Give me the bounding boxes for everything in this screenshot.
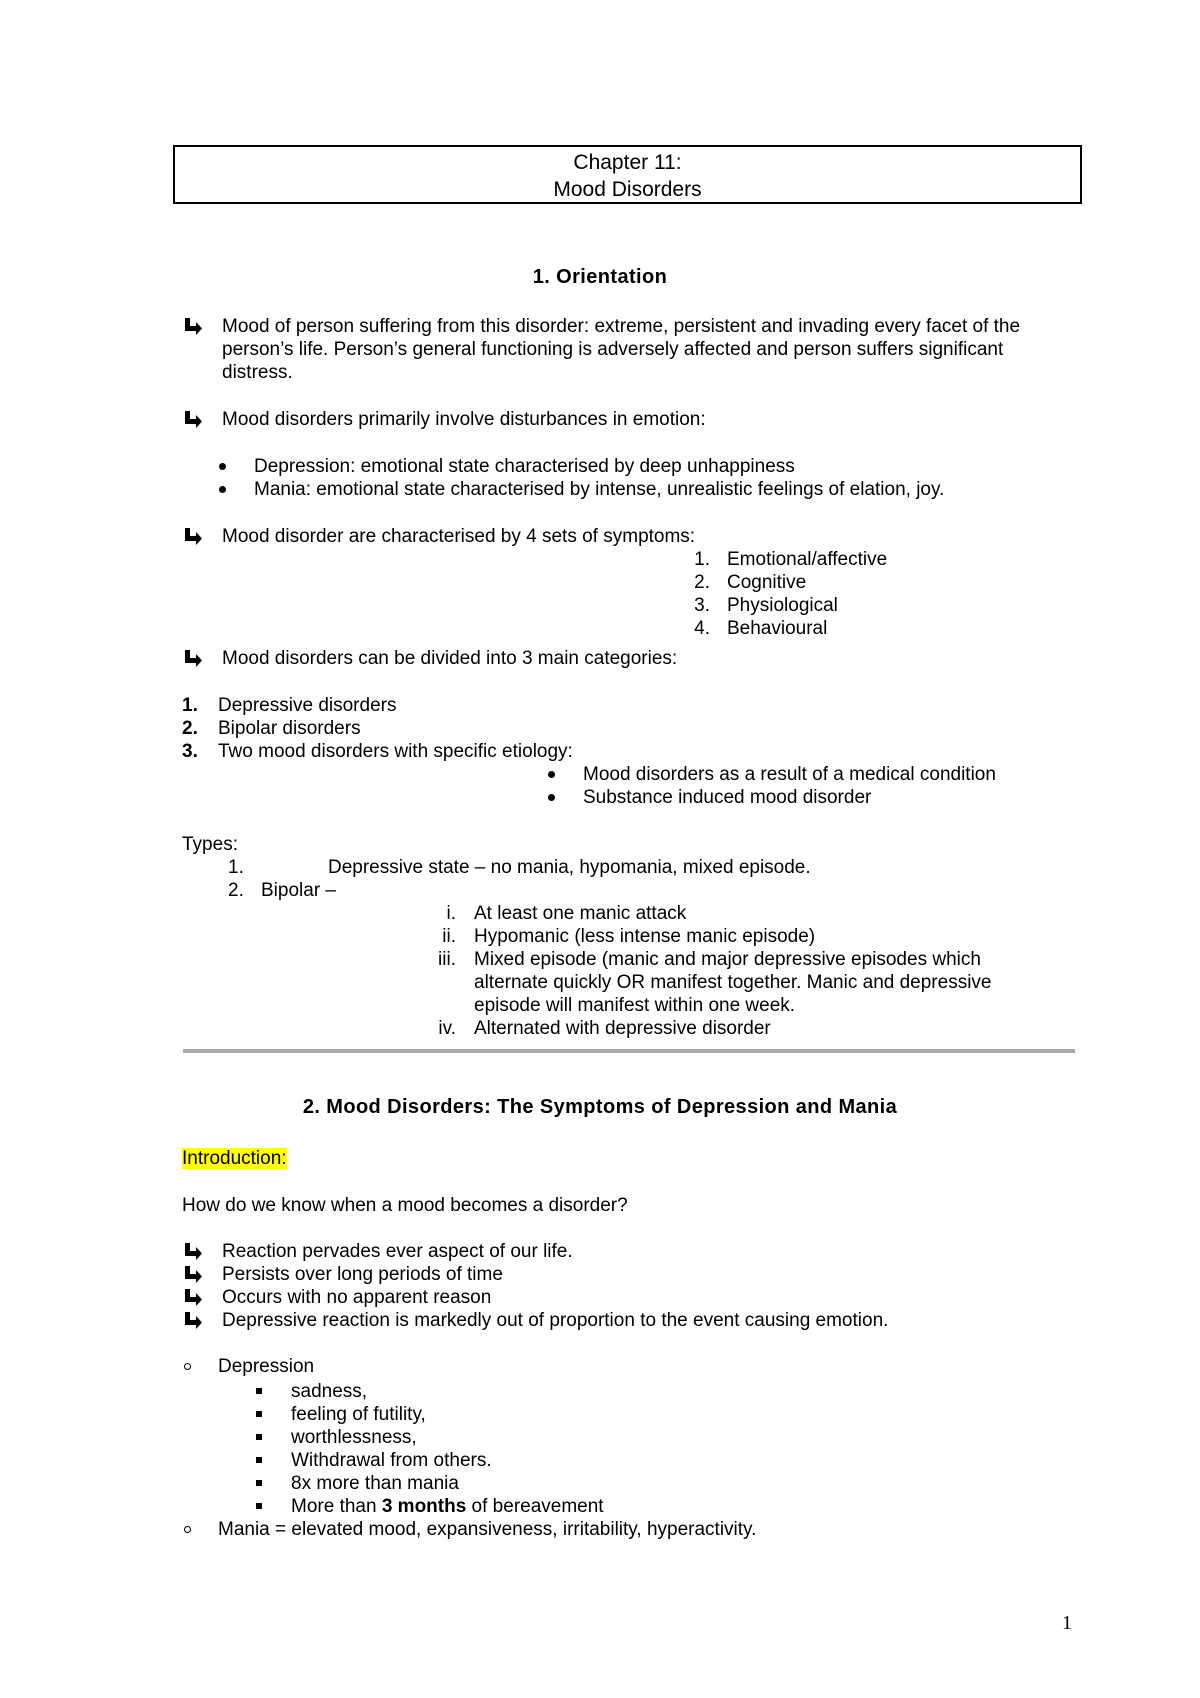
square-bullet-icon: [256, 1434, 262, 1440]
bipolar-numeral: iii.: [438, 949, 456, 970]
depression-item: sadness,: [291, 1381, 368, 1402]
arrow-bullet-icon: [183, 1241, 203, 1261]
etiology-item: Substance induced mood disorder: [583, 787, 872, 808]
arrow-bullet-icon: [183, 1287, 203, 1307]
arrow-bullet-icon: [183, 648, 203, 668]
type-number: 2.: [228, 880, 244, 901]
criteria-item: Depressive reaction is markedly out of proportion to the event causing emotion.: [222, 1310, 889, 1331]
category-item: Bipolar disorders: [218, 718, 361, 739]
bullet-dot-icon: [219, 463, 226, 470]
symptom-number: 4.: [694, 618, 710, 639]
page-number: 1: [1062, 1612, 1072, 1634]
depression-item-bereavement: More than 3 months of bereavement: [291, 1496, 604, 1517]
category-number: 1.: [182, 695, 198, 716]
arrow-bullet-icon: [183, 526, 203, 546]
bullet-dot-icon: [548, 794, 555, 801]
category-item: Two mood disorders with specific etiology:: [218, 741, 573, 762]
depression-item: 8x more than mania: [291, 1473, 459, 1494]
bullet-dot-icon: [219, 486, 226, 493]
chapter-title-box: [173, 145, 1082, 204]
mania-definition: Mania = elevated mood, expansiveness, irritability, hyperactivity.: [218, 1519, 757, 1540]
types-label: Types:: [182, 834, 238, 855]
orientation-bullet-1-line-2: person’s life. Person’s general functioning is adversely affected and person suffers significant: [222, 339, 1004, 360]
square-bullet-icon: [256, 1457, 262, 1463]
emotion-depression: Depression: emotional state characterised by deep unhappiness: [254, 456, 795, 477]
arrow-bullet-icon: [183, 1264, 203, 1284]
chapter-number: Chapter 11:: [573, 151, 682, 174]
emotion-mania: Mania: emotional state characterised by intense, unrealistic feelings of elation, joy.: [254, 479, 945, 500]
square-bullet-icon: [256, 1503, 262, 1509]
depression-label: Depression: [218, 1356, 315, 1377]
symptom-number: 2.: [694, 572, 710, 593]
type-number: 1.: [228, 857, 244, 878]
bipolar-item-line-1: Mixed episode (manic and major depressive episodes which: [474, 949, 981, 970]
symptom-item: Physiological: [727, 595, 838, 616]
orientation-bullet-1-line-3: distress.: [222, 362, 293, 383]
orientation-bullet-4: Mood disorders can be divided into 3 main categories:: [222, 648, 678, 669]
criteria-item: Persists over long periods of time: [222, 1264, 503, 1285]
chapter-title: Mood Disorders: [553, 178, 702, 201]
symptom-item: Emotional/affective: [727, 549, 888, 570]
arrow-bullet-icon: [183, 316, 203, 336]
type-item: Bipolar –: [261, 880, 336, 901]
square-bullet-icon: [256, 1411, 262, 1417]
category-item: Depressive disorders: [218, 695, 397, 716]
square-bullet-icon: [256, 1388, 262, 1394]
bipolar-numeral: iv.: [438, 1018, 456, 1039]
symptom-item: Cognitive: [727, 572, 807, 593]
circle-bullet-icon: [184, 1363, 191, 1370]
etiology-item: Mood disorders as a result of a medical condition: [583, 764, 996, 785]
bipolar-numeral: i.: [446, 903, 456, 924]
criteria-item: Occurs with no apparent reason: [222, 1287, 492, 1308]
depression-item: Withdrawal from others.: [291, 1450, 492, 1471]
depression-item: feeling of futility,: [291, 1404, 426, 1425]
criteria-item: Reaction pervades ever aspect of our life.: [222, 1241, 573, 1262]
bullet-dot-icon: [548, 771, 555, 778]
section-1-heading: 1. Orientation: [532, 266, 668, 288]
bipolar-item-line-2: alternate quickly OR manifest together. Manic and depressive: [474, 972, 992, 993]
bipolar-numeral: ii.: [442, 926, 456, 947]
introduction-label: Introduction:: [182, 1148, 287, 1169]
arrow-bullet-icon: [183, 1310, 203, 1330]
symptom-item: Behavioural: [727, 618, 828, 639]
bipolar-item: Hypomanic (less intense manic episode): [474, 926, 816, 947]
circle-bullet-icon: [184, 1526, 191, 1533]
type-item: Depressive state – no mania, hypomania, mixed episode.: [328, 857, 811, 878]
symptom-number: 3.: [694, 595, 710, 616]
orientation-bullet-2: Mood disorders primarily involve disturbances in emotion:: [222, 409, 706, 430]
orientation-bullet-3: Mood disorder are characterised by 4 sets of symptoms:: [222, 526, 696, 547]
arrow-bullet-icon: [183, 409, 203, 429]
orientation-bullet-1-line-1: Mood of person suffering from this disorder: extreme, persistent and invading every facet of the: [222, 316, 1021, 337]
bipolar-item: Alternated with depressive disorder: [474, 1018, 771, 1039]
category-number: 3.: [182, 741, 198, 762]
square-bullet-icon: [256, 1480, 262, 1486]
depression-item: worthlessness,: [291, 1427, 417, 1448]
bipolar-item-line-3: episode will manifest within one week.: [474, 995, 796, 1016]
symptom-number: 1.: [694, 549, 710, 570]
bipolar-item: At least one manic attack: [474, 903, 687, 924]
section-2-heading: 2. Mood Disorders: The Symptoms of Depression and Mania: [302, 1096, 898, 1118]
question-text: How do we know when a mood becomes a disorder?: [182, 1195, 628, 1216]
section-divider: [183, 1049, 1075, 1053]
category-number: 2.: [182, 718, 198, 739]
